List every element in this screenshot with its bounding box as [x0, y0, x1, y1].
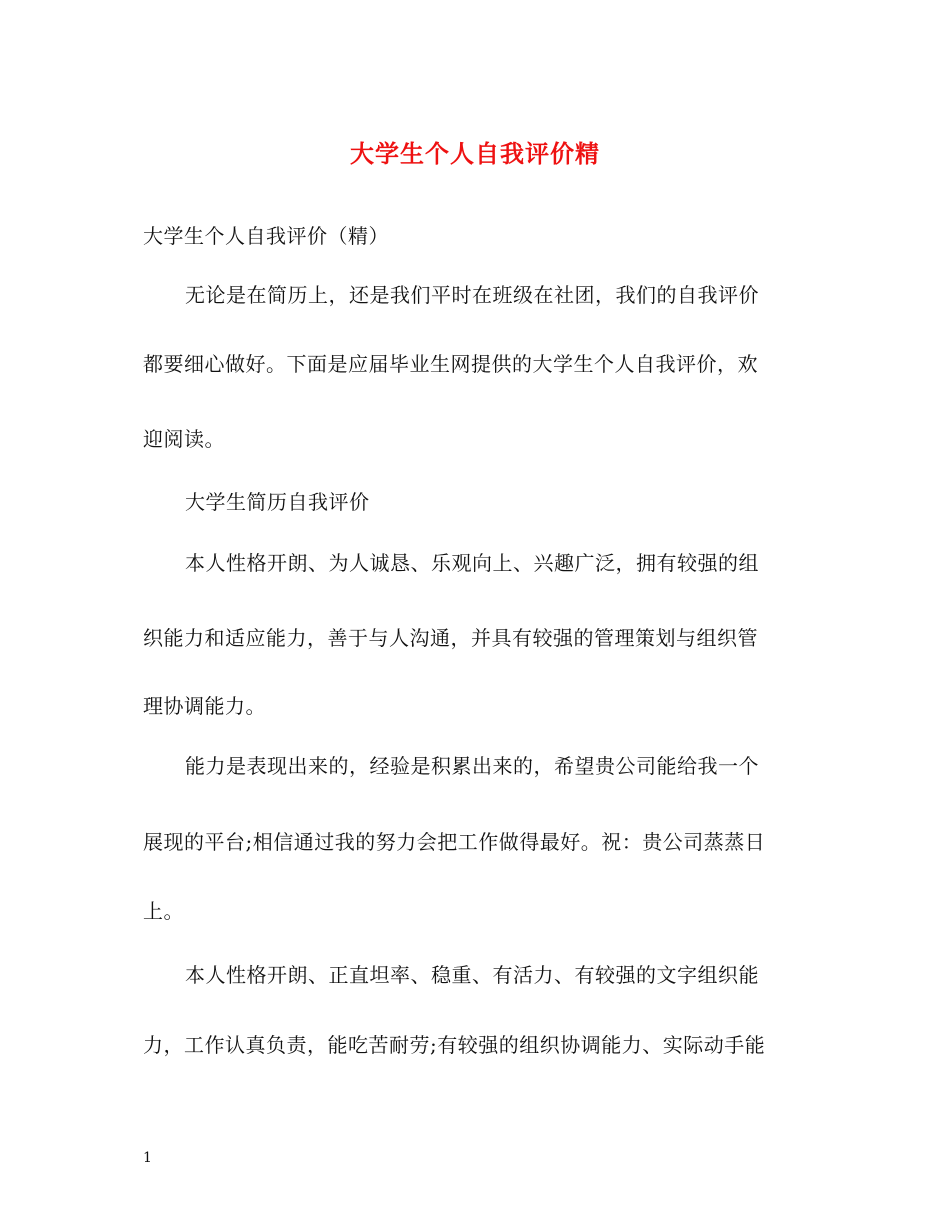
paragraph-line: 无论是在简历上，还是我们平时在班级在社团，我们的自我评价 [185, 283, 759, 307]
paragraph-line: 展现的平台;相信通过我的努力会把工作做得最好。祝：贵公司蒸蒸日 [143, 830, 766, 854]
paragraph-line: 都要细心做好。下面是应届毕业生网提供的大学生个人自我评价，欢 [143, 352, 758, 376]
paragraph-line: 理协调能力。 [143, 694, 266, 718]
paragraph-line: 本人性格开朗、正直坦率、稳重、有活力、有较强的文字组织能 [185, 963, 759, 987]
paragraph-line: 织能力和适应能力，善于与人沟通，并具有较强的管理策划与组织管 [143, 626, 758, 650]
paragraph-line: 本人性格开朗、为人诚恳、乐观向上、兴趣广泛，拥有较强的组 [185, 551, 759, 575]
document-title: 大学生个人自我评价精 [350, 139, 600, 168]
paragraph-line: 能力是表现出来的，经验是积累出来的，希望贵公司能给我一个 [185, 754, 759, 778]
paragraph-line: 迎阅读。 [143, 427, 225, 451]
page-number: 1 [143, 1150, 152, 1166]
document-subtitle: 大学生个人自我评价（精） [143, 224, 389, 248]
paragraph-line: 上。 [143, 899, 184, 923]
section-heading: 大学生简历自我评价 [185, 490, 370, 514]
paragraph-line: 力，工作认真负责，能吃苦耐劳;有较强的组织协调能力、实际动手能 [143, 1033, 766, 1057]
